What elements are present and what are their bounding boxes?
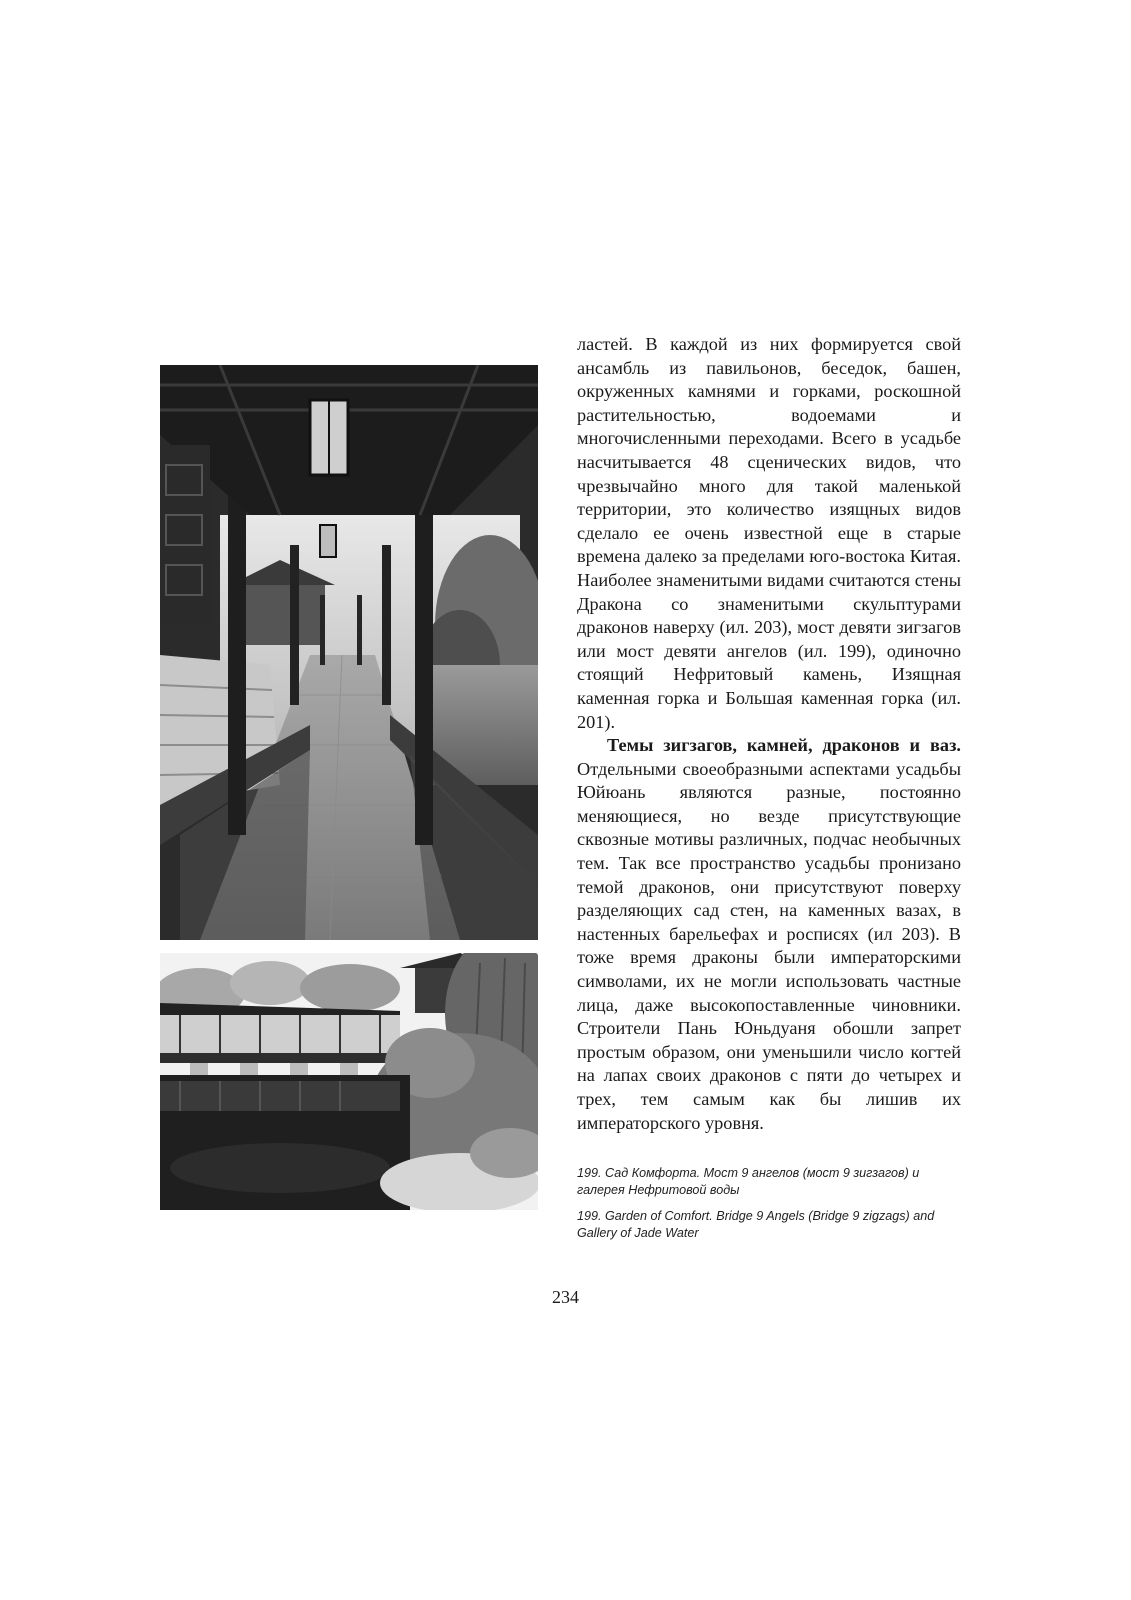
- caption-russian: 199. Сад Комфорта. Мост 9 ангелов (мост 9 зигзагов) и галерея Нефритовой воды: [577, 1166, 920, 1197]
- gallery-photo-drawing: [160, 953, 538, 1210]
- body-text: [577, 333, 961, 1135]
- paragraph-1-text: ластей. В каждой из них формируется свой ансамбль из павильонов, беседок, башен, окруженных камнями и горками, роскошной растительностью, водоемами и многочисленными переходами. Всего в усадьбе насчитывается 48 сценических видов, что чрезвычайно много для такой маленькой территории, это количество изящных видов сделало ее очень известной еще в старые времена далеко за пределами юго-востока Китая. Наиболее знаменитыми видами считаются стены Дракона со знаменитыми скульптурами драконов наверху (ил. 203), мост девяти зигзагов или мост девяти ангелов (ил. 199), одиночно стоящий Нефритовый камень, Изящная каменная горка и Большая каменная горка (ил. 201).: [577, 334, 961, 732]
- paragraph-2-lead: Темы зигзагов, камней, драконов и ваз.: [607, 735, 961, 756]
- body-paragraph-1: [577, 333, 961, 734]
- corridor-photo: [160, 365, 538, 940]
- gallery-photo: [160, 953, 538, 1210]
- paragraph-2-text: Отдельными своеобразными аспектами усадьбы Юйюань являются разные, постоянно меняющиеся, но везде присутствующие сквозные мотивы различных, подчас необычных тем. Так все пространство усадьбы пронизано темой драконов, они присутствуют поверху разделяющих сад стен, на каменных вазах, в настенных барельефах и росписях (ил 203). В тоже время драконы были императорскими символами, их не могли использовать частные лица, даже высокопоставленные чиновники. Строители Пань Юньдуаня обошли запрет простым образом, они уменьшили число когтей на лапах своих драконов с пяти до четырех и трех, тем самым как бы лишив их императорского уровня.: [577, 758, 961, 1133]
- caption-english: 199. Garden of Comfort. Bridge 9 Angels (Bridge 9 zigzags) and Gallery of Jade Water: [577, 1209, 935, 1240]
- page-number: 234: [552, 1287, 579, 1307]
- body-paragraph-2: [577, 734, 961, 1135]
- corridor-photo-drawing: [160, 365, 538, 940]
